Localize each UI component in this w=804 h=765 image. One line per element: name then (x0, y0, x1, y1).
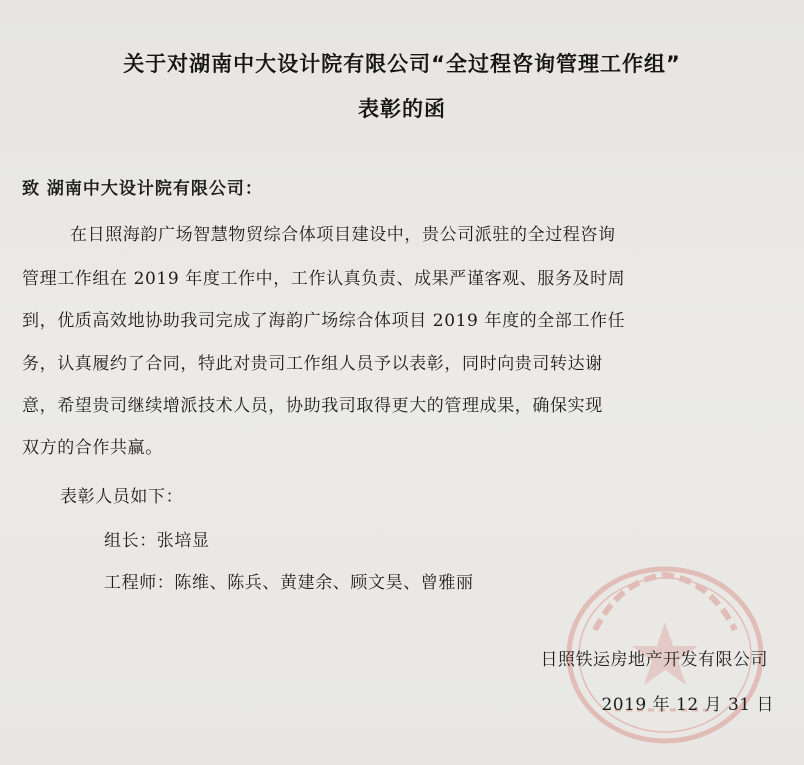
body-line: 在日照海韵广场智慧物贸综合体项目建设中，贵公司派驻的全过程咨询 (70, 225, 616, 245)
body-line: 管理工作组在 2019 年度工作中，工作认真负责、成果严谨客观、服务及时周 (22, 269, 626, 289)
body-line: 到，优质高效地协助我司完成了海韵广场综合体项目 2019 年度的全部工作任 (22, 311, 626, 331)
letter-title-line1: 关于对湖南中大设计院有限公司“全过程咨询管理工作组” (123, 52, 681, 76)
letter-title-line2: 表彰的函 (358, 97, 446, 121)
signature-company: 日照铁运房地产开发有限公司 (540, 650, 768, 670)
body-line: 意，希望贵司继续增派技术人员，协助我司取得更大的管理成果，确保实现 (22, 396, 603, 416)
commendation-intro: 表彰人员如下： (60, 487, 184, 507)
signature-date: 2019 年 12 月 31 日 (601, 695, 774, 715)
engineers-list: 工程师：陈维、陈兵、黄建余、顾文昊、曾雅丽 (104, 573, 474, 593)
team-leader: 组长：张培显 (104, 531, 210, 551)
body-line: 双方的合作共赢。 (22, 438, 163, 458)
salutation: 致 湖南中大设计院有限公司： (22, 179, 263, 199)
body-line: 务，认真履约了合同，特此对贵司工作组人员予以表彰，同时向贵司转达谢 (22, 354, 603, 374)
